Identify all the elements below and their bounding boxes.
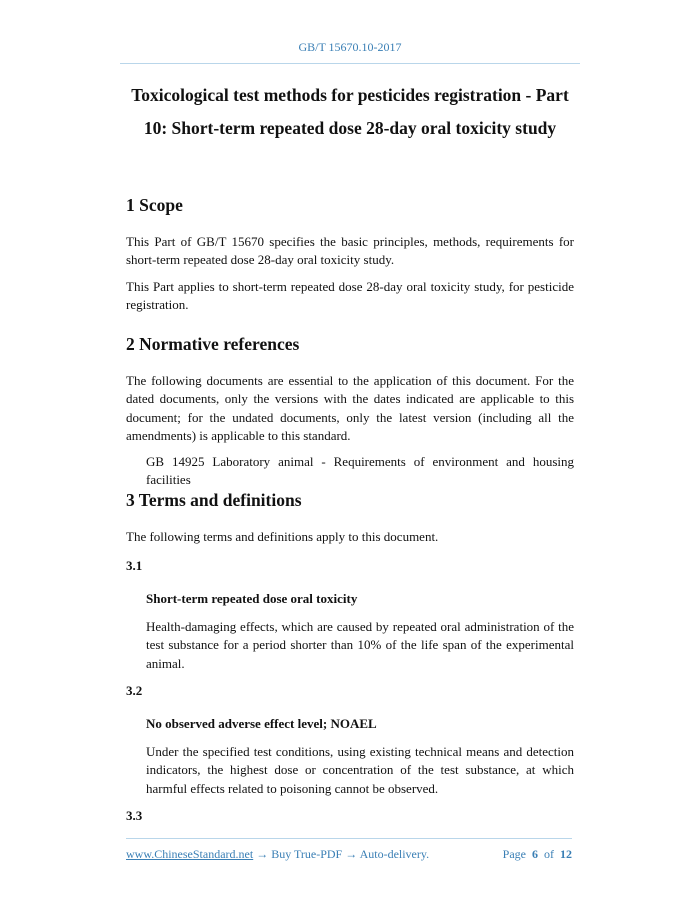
term-3-1-title: Short-term repeated dose oral toxicity	[146, 591, 358, 606]
page-label: Page	[502, 847, 526, 861]
normative-paragraph: The following documents are essential to the application of this document. For the dated documents, only the versions with the dates indicated are applicable to this document; for the undated documents, only the latest version (including all the amendments) is applicable to this standard.	[126, 373, 574, 443]
term-3-3-number: 3.3	[126, 808, 143, 823]
terms-intro: The following terms and definitions apply to this document.	[126, 529, 439, 544]
footer-promo	[126, 847, 429, 862]
term-3-2-definition: Under the specified test conditions, using existing technical means and detection indicators, the highest dose or concentration of the test substance, at which harmful effects related to poisoning cannot be observed.	[146, 744, 574, 796]
title-line-1: Toxicological test methods for pesticides registration - Part	[131, 85, 569, 105]
normative-reference-item: GB 14925 Laboratory animal - Requirements of environment and housing facilities	[146, 454, 574, 488]
section-2-heading: 2 Normative references	[126, 334, 300, 354]
footer-divider	[126, 838, 572, 839]
footer-promo-text: → Buy True-PDF → Auto-delivery.	[253, 847, 430, 861]
term-3-2-title: No observed adverse effect level; NOAEL	[146, 716, 377, 731]
header-standard-code: GB/T 15670.10-2017	[298, 40, 402, 54]
title-line-2: 10: Short-term repeated dose 28-day oral toxicity study	[143, 118, 557, 138]
page-of-label: of	[544, 847, 554, 861]
page-number: 6	[532, 847, 538, 861]
scope-paragraph-2: This Part applies to short-term repeated dose 28-day oral toxicity study, for pesticide registration.	[126, 279, 574, 313]
website-link[interactable]: www.ChineseStandard.net	[126, 847, 254, 861]
page-total: 12	[560, 847, 572, 861]
term-3-1-number: 3.1	[126, 558, 143, 573]
section-3-heading: 3 Terms and definitions	[126, 490, 302, 510]
term-3-2-number: 3.2	[126, 683, 143, 698]
header-divider	[120, 63, 580, 64]
scope-paragraph-1: This Part of GB/T 15670 specifies the basic principles, methods, requirements for short-term repeated dose 28-day oral toxicity study.	[126, 234, 574, 268]
section-1-heading: 1 Scope	[126, 195, 183, 215]
footer	[126, 847, 572, 862]
page-indicator	[503, 847, 572, 862]
term-3-1-definition: Health-damaging effects, which are caused by repeated oral administration of the test substance for a period shorter than 10% of the life span of the experimental animal.	[146, 619, 574, 671]
